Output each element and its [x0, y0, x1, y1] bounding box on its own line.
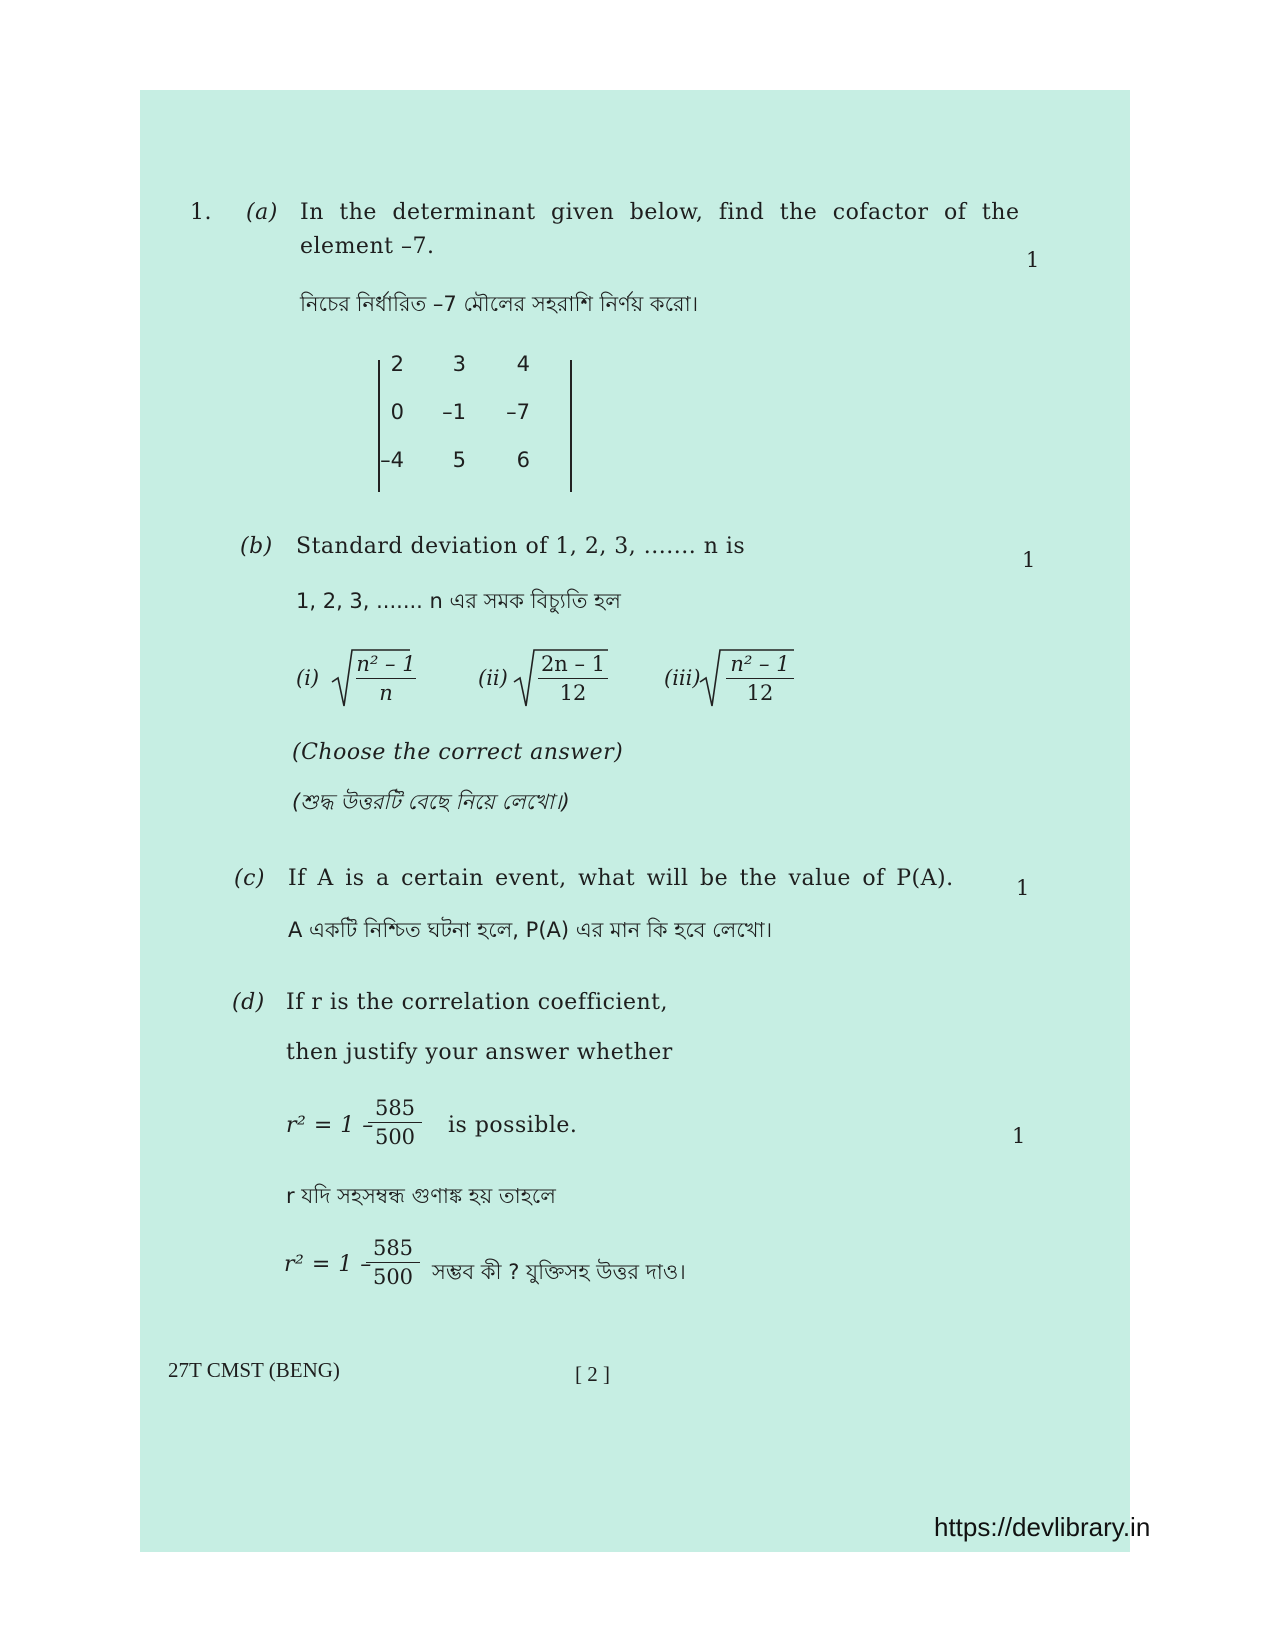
option-iii-denominator: 12: [726, 678, 794, 705]
matrix-cell: –1: [442, 400, 466, 424]
matrix-cell: 4: [516, 352, 530, 376]
option-i-denominator: n: [356, 678, 416, 705]
equation-lhs-bengali: r² = 1 –: [284, 1252, 372, 1277]
part-c-label: (c): [234, 866, 265, 891]
part-b-bengali: 1, 2, 3, ....... n এর সমক বিচ্যুতি হল: [296, 589, 621, 613]
equation-denominator: 500: [368, 1122, 422, 1149]
option-iii-label: (iii): [664, 666, 701, 690]
paper-code: 27T CMST (BENG): [168, 1358, 340, 1382]
determinant: [378, 352, 572, 492]
part-d-text-line2: then justify your answer whether: [286, 1040, 673, 1065]
part-b-instruction: (Choose the correct answer): [292, 740, 624, 765]
option-iii-fraction: [726, 652, 794, 705]
watermark-url: https://devlibrary.in: [934, 1512, 1151, 1542]
page-number: [ 2 ]: [575, 1362, 610, 1386]
equation-fraction: [368, 1096, 422, 1149]
option-ii-denominator: 12: [538, 678, 608, 705]
question-number: 1.: [190, 200, 212, 225]
part-b-marks: 1: [1022, 548, 1036, 572]
option-i-fraction: [356, 652, 416, 705]
part-d-text-line1: If r is the correlation coefficient,: [286, 990, 669, 1015]
part-d-label: (d): [232, 990, 265, 1015]
matrix-cell: 5: [452, 448, 466, 472]
part-b-text: Standard deviation of 1, 2, 3, ....... n is: [296, 534, 746, 559]
matrix-cell: 2: [390, 352, 404, 376]
part-d-marks: 1: [1012, 1124, 1026, 1148]
part-a-bengali: নিচের নির্ধারিত –7 মৌলের সহরাশি নির্ণয় করো।: [300, 292, 699, 316]
part-c-text: If A is a certain event, what will be the value of P(A).: [288, 866, 954, 891]
part-d-bengali-line1: r যদি সহসম্বন্ধ গুণাঙ্ক হয় তাহলে: [286, 1184, 556, 1208]
matrix-cell: 6: [516, 448, 530, 472]
equation-numerator: 585: [372, 1236, 414, 1260]
option-i-label: (i): [296, 666, 320, 690]
part-a-marks: 1: [1026, 248, 1040, 272]
option-i-numerator: n² – 1: [356, 652, 416, 676]
option-ii-fraction: [538, 652, 608, 705]
part-b-instruction-bengali: (শুদ্ধ উত্তরটি বেছে নিয়ে লেখো।): [292, 790, 570, 814]
equation-fraction-bengali: [366, 1236, 420, 1289]
part-d-bengali-tail: সম্ভব কী ? যুক্তিসহ উত্তর দাও।: [432, 1260, 686, 1284]
option-ii-label: (ii): [478, 666, 508, 690]
part-a-label: (a): [246, 200, 278, 225]
option-iii-numerator: n² – 1: [730, 652, 790, 676]
matrix-cell: –4: [380, 448, 404, 472]
equation-denominator: 500: [366, 1262, 420, 1289]
matrix-cell: 0: [390, 400, 404, 424]
part-c-marks: 1: [1016, 876, 1030, 900]
part-c-bengali: A একটি নিশ্চিত ঘটনা হলে, P(A) এর মান কি হবে লেখো।: [288, 918, 773, 942]
part-b-label: (b): [240, 534, 273, 559]
part-a-text-line1: In the determinant given below, find the cofactor of the: [300, 200, 1020, 225]
matrix-cell: 3: [452, 352, 466, 376]
matrix-cell: –7: [506, 400, 530, 424]
equation-lhs: r² = 1 –: [286, 1113, 374, 1138]
equation-tail: is possible.: [448, 1113, 578, 1138]
part-a-text-line2: element –7.: [300, 234, 435, 259]
equation-numerator: 585: [374, 1096, 416, 1120]
option-ii-numerator: 2n – 1: [540, 652, 606, 676]
